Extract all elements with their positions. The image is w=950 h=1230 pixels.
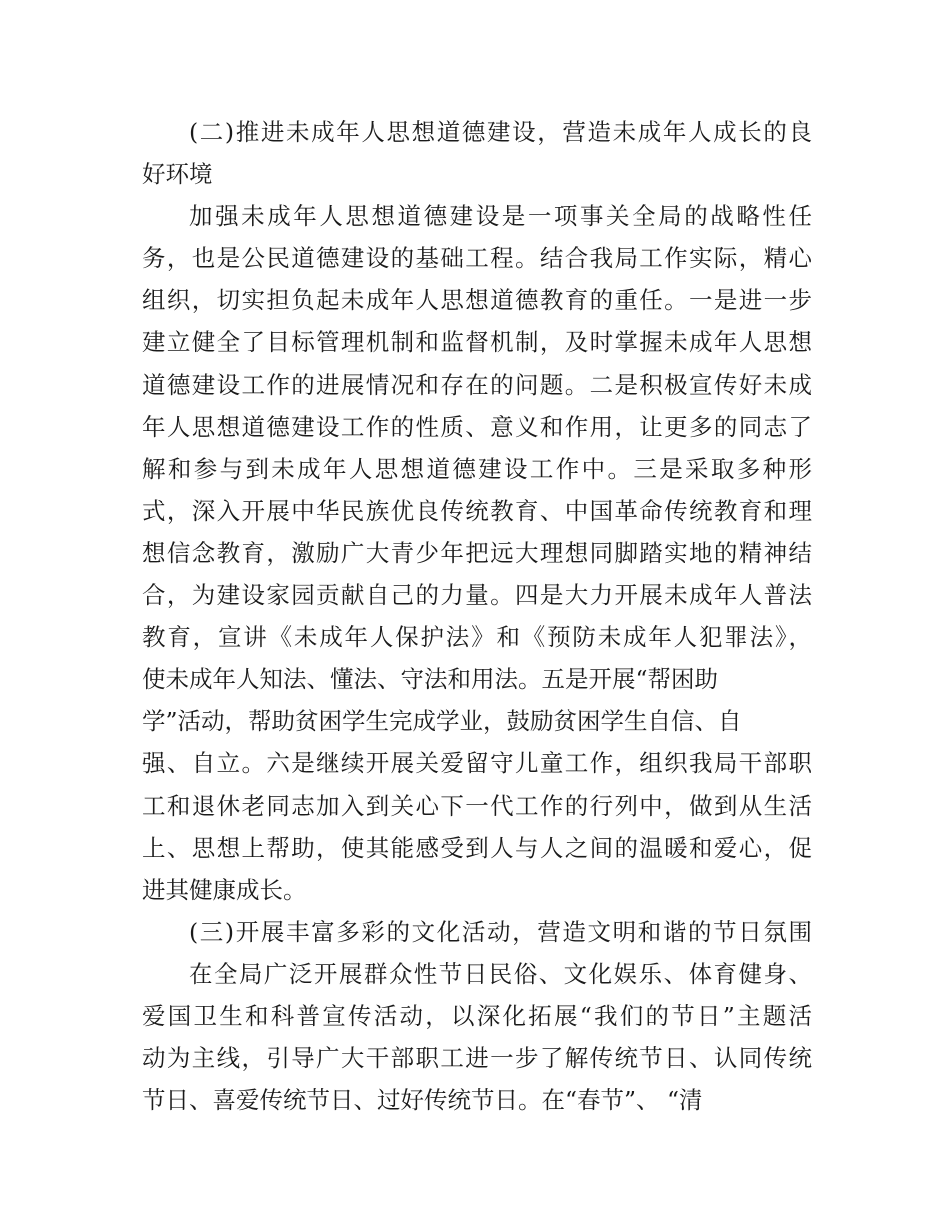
document-body (142, 111, 812, 1121)
text-line: 节日、喜爱传统节日、过好传统节日。在“春节”、 “清 (142, 1086, 703, 1115)
text-line: 教育，宣讲《未成年人保护法》和《预防未成年人犯罪法》， (142, 623, 812, 652)
text-line: (二)推进未成年人思想道德建设，营造未成年人成长的良 (189, 118, 812, 146)
text-line: 建立健全了目标管理机制和监督机制，及时掌握未成年人思想 (142, 328, 812, 357)
text-line: 式，深入开展中华民族优良传统教育、中国革命传统教育和理 (142, 496, 812, 525)
text-line: 好环境 (142, 160, 213, 189)
text-line: 强、自立。六是继续开展关爱留守儿童工作，组织我局干部职 (142, 749, 812, 778)
text-line: 使未成年人知法、懂法、守法和用法。五是开展“帮困助 (142, 665, 719, 694)
text-line: 解和参与到未成年人思想道德建设工作中。三是采取多种形 (142, 454, 812, 483)
text-line: 在全局广泛开展群众性节日民俗、文化娱乐、体育健身、 (189, 959, 812, 988)
text-line: 合，为建设家园贡献自己的力量。四是大力开展未成年人普法 (142, 581, 812, 610)
text-line: (三)开展丰富多彩的文化活动，营造文明和谐的节日氛围 (189, 917, 812, 946)
text-line: 学”活动，帮助贫困学生完成学业，鼓励贫困学生自信、自 (142, 707, 742, 736)
text-line: 上、思想上帮助，使其能感受到人与人之间的温暖和爱心，促 (142, 833, 812, 862)
text-line: 年人思想道德建设工作的性质、意义和作用，让更多的同志了 (142, 412, 812, 441)
text-line: 工和退休老同志加入到关心下一代工作的行列中，做到从生活 (142, 791, 812, 820)
text-line: 组织，切实担负起未成年人思想道德教育的重任。一是进一步 (142, 286, 812, 315)
text-line: 想信念教育，激励广大青少年把远大理想同脚踏实地的精神结 (142, 538, 812, 567)
text-line: 加强未成年人思想道德建设是一项事关全局的战略性任 (189, 202, 812, 231)
text-line: 务，也是公民道德建设的基础工程。结合我局工作实际，精心 (142, 244, 812, 273)
text-line: 进其健康成长。 (142, 875, 307, 904)
text-line: 爱国卫生和科普宣传活动，以深化拓展“我们的节日”主题活 (142, 1001, 812, 1030)
text-line: 道德建设工作的进展情况和存在的问题。二是积极宣传好未成 (142, 370, 812, 399)
text-line: 动为主线，引导广大干部职工进一步了解传统节日、认同传统 (142, 1044, 812, 1073)
